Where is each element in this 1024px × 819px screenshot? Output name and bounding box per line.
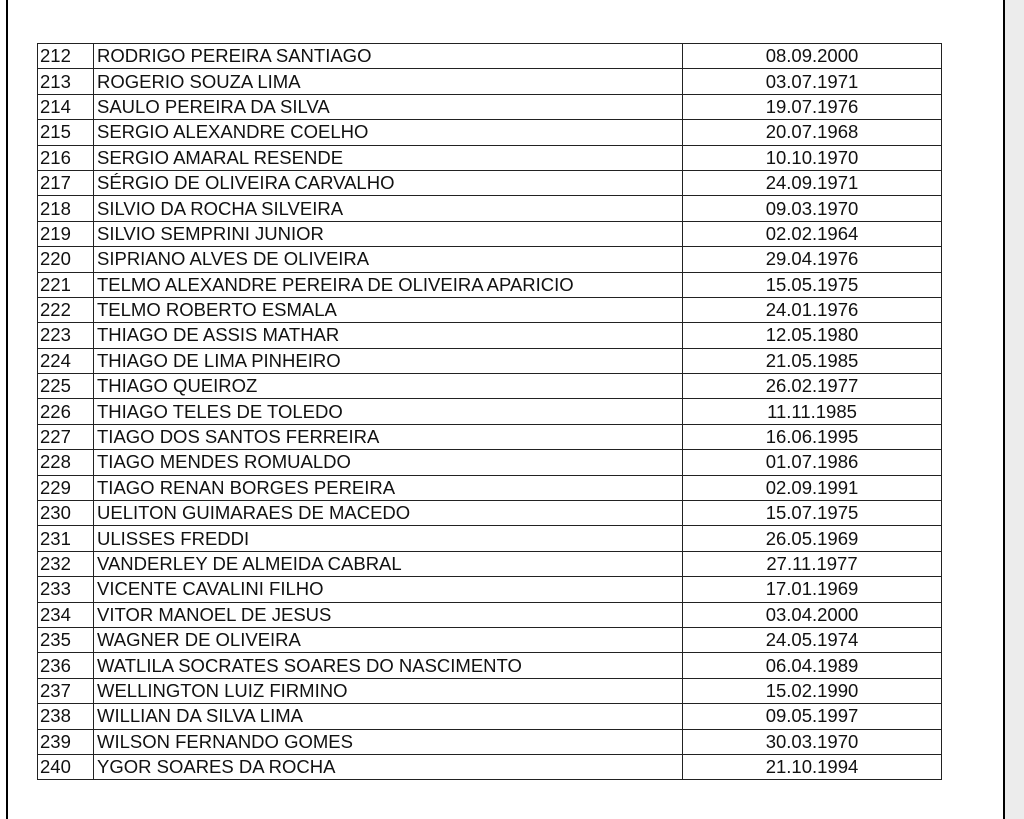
table-row: [38, 399, 942, 424]
row-date-cell: 15.02.1990: [683, 678, 942, 703]
row-date-cell: 24.01.1976: [683, 297, 942, 322]
row-number-cell: 217: [38, 170, 94, 195]
row-name-cell: SILVIO DA ROCHA SILVEIRA: [94, 196, 683, 221]
row-name-cell: TELMO ALEXANDRE PEREIRA DE OLIVEIRA APARICIO: [94, 272, 683, 297]
table-body: [38, 44, 942, 780]
row-date-cell: 09.05.1997: [683, 704, 942, 729]
table-row: [38, 704, 942, 729]
row-name-cell: VANDERLEY DE ALMEIDA CABRAL: [94, 551, 683, 576]
table-row: [38, 729, 942, 754]
row-number-cell: 223: [38, 323, 94, 348]
row-number-cell: 224: [38, 348, 94, 373]
names-table: [37, 43, 942, 780]
row-name-cell: WAGNER DE OLIVEIRA: [94, 627, 683, 652]
row-name-cell: WILLIAN DA SILVA LIMA: [94, 704, 683, 729]
row-name-cell: UELITON GUIMARAES DE MACEDO: [94, 501, 683, 526]
row-name-cell: SIPRIANO ALVES DE OLIVEIRA: [94, 247, 683, 272]
table-row: [38, 526, 942, 551]
row-name-cell: TIAGO DOS SANTOS FERREIRA: [94, 424, 683, 449]
row-name-cell: SÉRGIO DE OLIVEIRA CARVALHO: [94, 170, 683, 195]
row-date-cell: 21.10.1994: [683, 754, 942, 779]
row-number-cell: 234: [38, 602, 94, 627]
row-name-cell: SILVIO SEMPRINI JUNIOR: [94, 221, 683, 246]
row-number-cell: 229: [38, 475, 94, 500]
row-date-cell: 29.04.1976: [683, 247, 942, 272]
row-date-cell: 27.11.1977: [683, 551, 942, 576]
row-name-cell: THIAGO TELES DE TOLEDO: [94, 399, 683, 424]
row-name-cell: ULISSES FREDDI: [94, 526, 683, 551]
row-number-cell: 220: [38, 247, 94, 272]
row-number-cell: 233: [38, 577, 94, 602]
row-name-cell: THIAGO DE LIMA PINHEIRO: [94, 348, 683, 373]
table-row: [38, 247, 942, 272]
row-number-cell: 215: [38, 120, 94, 145]
row-number-cell: 228: [38, 450, 94, 475]
row-number-cell: 219: [38, 221, 94, 246]
row-date-cell: 03.04.2000: [683, 602, 942, 627]
table-row: [38, 120, 942, 145]
row-number-cell: 225: [38, 374, 94, 399]
row-number-cell: 221: [38, 272, 94, 297]
row-name-cell: THIAGO DE ASSIS MATHAR: [94, 323, 683, 348]
table-row: [38, 323, 942, 348]
table-row: [38, 221, 942, 246]
table-row: [38, 348, 942, 373]
table-row: [38, 475, 942, 500]
row-name-cell: WELLINGTON LUIZ FIRMINO: [94, 678, 683, 703]
row-date-cell: 26.02.1977: [683, 374, 942, 399]
row-number-cell: 212: [38, 44, 94, 69]
row-date-cell: 06.04.1989: [683, 653, 942, 678]
table-row: [38, 69, 942, 94]
row-date-cell: 24.05.1974: [683, 627, 942, 652]
row-date-cell: 21.05.1985: [683, 348, 942, 373]
row-number-cell: 237: [38, 678, 94, 703]
row-date-cell: 01.07.1986: [683, 450, 942, 475]
row-date-cell: 02.09.1991: [683, 475, 942, 500]
row-number-cell: 231: [38, 526, 94, 551]
row-number-cell: 240: [38, 754, 94, 779]
row-number-cell: 218: [38, 196, 94, 221]
row-name-cell: TIAGO MENDES ROMUALDO: [94, 450, 683, 475]
row-date-cell: 10.10.1970: [683, 145, 942, 170]
row-name-cell: VITOR MANOEL DE JESUS: [94, 602, 683, 627]
row-number-cell: 216: [38, 145, 94, 170]
row-name-cell: WATLILA SOCRATES SOARES DO NASCIMENTO: [94, 653, 683, 678]
row-date-cell: 03.07.1971: [683, 69, 942, 94]
table-row: [38, 450, 942, 475]
row-name-cell: SERGIO ALEXANDRE COELHO: [94, 120, 683, 145]
table-row: [38, 551, 942, 576]
table-row: [38, 170, 942, 195]
row-date-cell: 20.07.1968: [683, 120, 942, 145]
row-date-cell: 08.09.2000: [683, 44, 942, 69]
row-name-cell: ROGERIO SOUZA LIMA: [94, 69, 683, 94]
row-name-cell: VICENTE CAVALINI FILHO: [94, 577, 683, 602]
row-date-cell: 12.05.1980: [683, 323, 942, 348]
row-number-cell: 236: [38, 653, 94, 678]
row-name-cell: THIAGO QUEIROZ: [94, 374, 683, 399]
table-row: [38, 44, 942, 69]
row-name-cell: SAULO PEREIRA DA SILVA: [94, 94, 683, 119]
table-row: [38, 653, 942, 678]
table-row: [38, 627, 942, 652]
row-date-cell: 09.03.1970: [683, 196, 942, 221]
page-border-right: [1003, 0, 1005, 819]
table-row: [38, 424, 942, 449]
row-name-cell: YGOR SOARES DA ROCHA: [94, 754, 683, 779]
table-row: [38, 754, 942, 779]
table-row: [38, 196, 942, 221]
table-row: [38, 145, 942, 170]
row-number-cell: 239: [38, 729, 94, 754]
table-row: [38, 272, 942, 297]
row-number-cell: 235: [38, 627, 94, 652]
row-date-cell: 16.06.1995: [683, 424, 942, 449]
table-row: [38, 374, 942, 399]
row-number-cell: 232: [38, 551, 94, 576]
row-name-cell: SERGIO AMARAL RESENDE: [94, 145, 683, 170]
row-number-cell: 222: [38, 297, 94, 322]
row-name-cell: RODRIGO PEREIRA SANTIAGO: [94, 44, 683, 69]
row-date-cell: 02.02.1964: [683, 221, 942, 246]
row-date-cell: 30.03.1970: [683, 729, 942, 754]
row-name-cell: TELMO ROBERTO ESMALA: [94, 297, 683, 322]
row-number-cell: 214: [38, 94, 94, 119]
row-number-cell: 226: [38, 399, 94, 424]
row-name-cell: WILSON FERNANDO GOMES: [94, 729, 683, 754]
row-date-cell: 24.09.1971: [683, 170, 942, 195]
row-date-cell: 26.05.1969: [683, 526, 942, 551]
row-number-cell: 213: [38, 69, 94, 94]
row-date-cell: 15.05.1975: [683, 272, 942, 297]
row-number-cell: 230: [38, 501, 94, 526]
table-row: [38, 297, 942, 322]
table-row: [38, 501, 942, 526]
row-date-cell: 11.11.1985: [683, 399, 942, 424]
table-row: [38, 577, 942, 602]
row-date-cell: 19.07.1976: [683, 94, 942, 119]
row-date-cell: 17.01.1969: [683, 577, 942, 602]
row-name-cell: TIAGO RENAN BORGES PEREIRA: [94, 475, 683, 500]
table-row: [38, 678, 942, 703]
page-border-left: [6, 0, 8, 819]
row-number-cell: 238: [38, 704, 94, 729]
row-number-cell: 227: [38, 424, 94, 449]
table-row: [38, 94, 942, 119]
table-row: [38, 602, 942, 627]
row-date-cell: 15.07.1975: [683, 501, 942, 526]
